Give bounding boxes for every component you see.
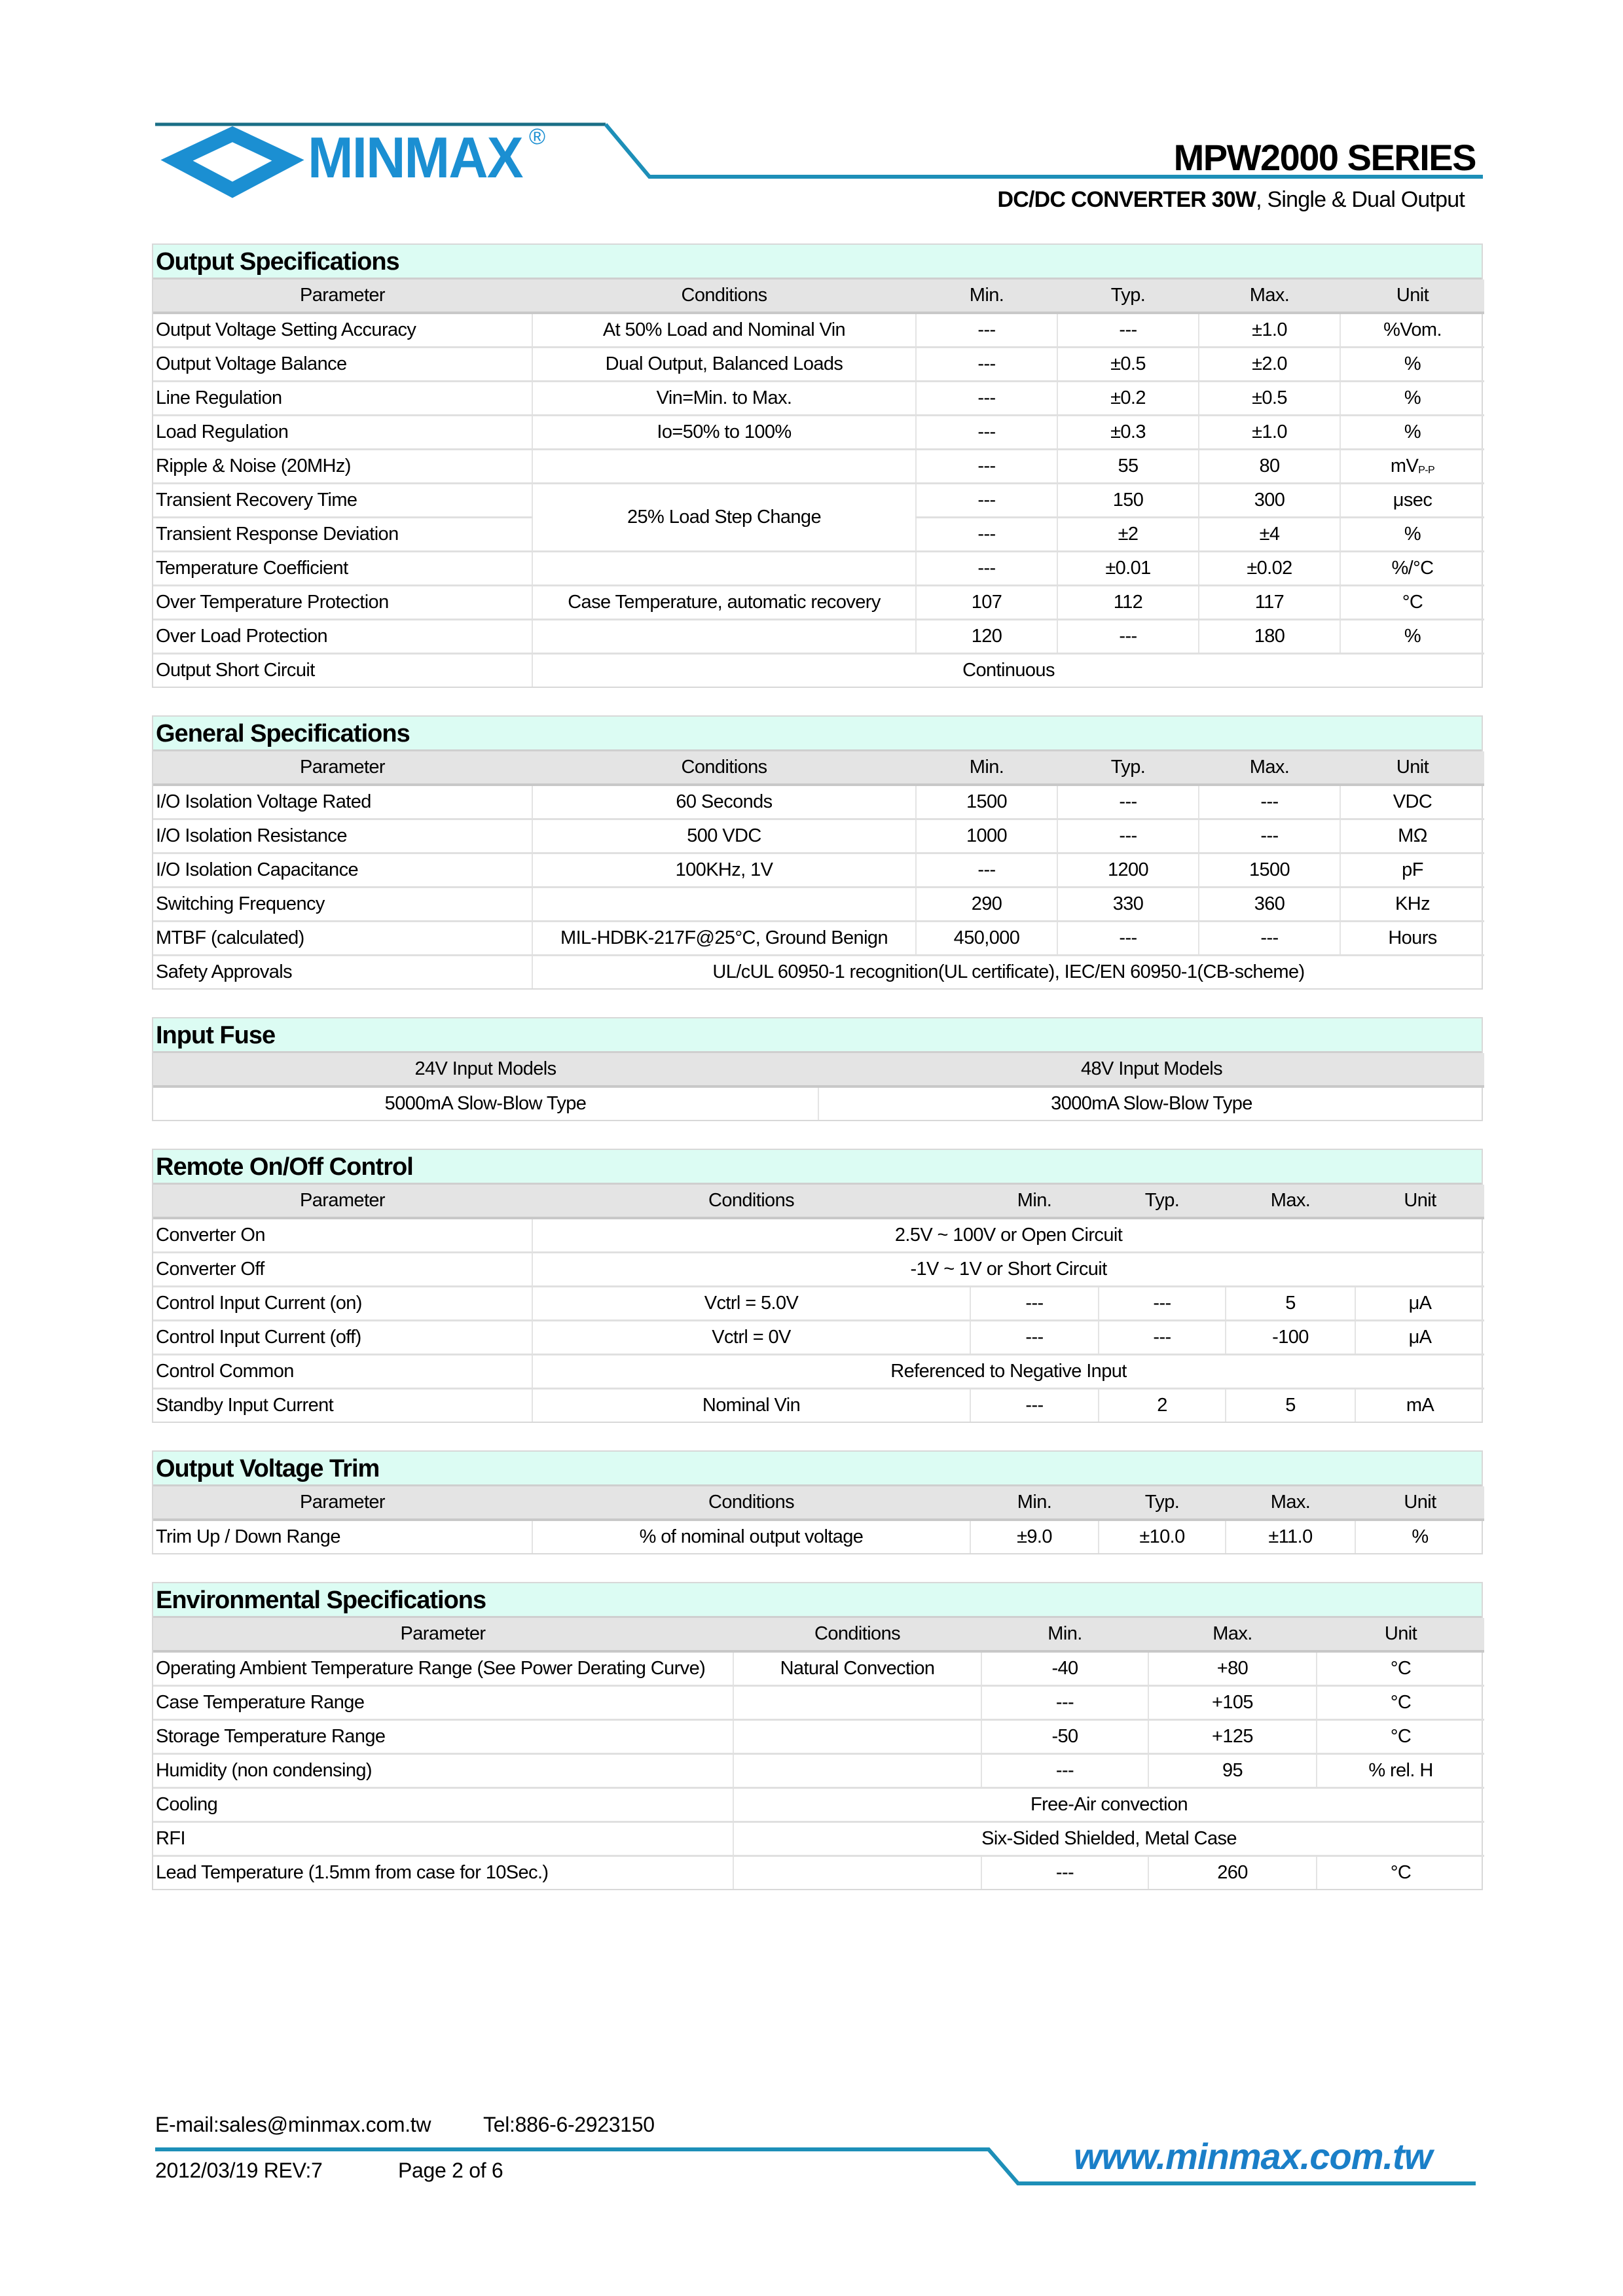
parameter-cell: Transient Response Deviation — [153, 518, 532, 552]
value-cell: Io=50% to 100% — [532, 416, 916, 450]
value-cell: KHz — [1340, 888, 1484, 922]
spec-table — [153, 1486, 1484, 1553]
table-row — [153, 586, 1484, 620]
parameter-cell: Transient Recovery Time — [153, 484, 532, 518]
section-output-specifications — [152, 243, 1483, 688]
column-header: Min. — [981, 1618, 1148, 1651]
cell-text: 2.5V ~ 100V or Open Circuit — [894, 1225, 1123, 1246]
value-cell: VDC — [1340, 785, 1484, 819]
section-environmental-specifications — [152, 1582, 1483, 1890]
value-cell: 55 — [1057, 450, 1199, 484]
table-row — [153, 484, 1484, 518]
column-header: Max. — [1226, 1486, 1355, 1520]
section-title: General Specifications — [153, 717, 1482, 751]
table-header-row — [153, 1185, 1484, 1218]
value-cell: MΩ — [1340, 819, 1484, 853]
value-cell: ±2.0 — [1199, 348, 1340, 382]
value-cell: --- — [1057, 819, 1199, 853]
section-title: Input Fuse — [153, 1018, 1482, 1053]
value-cell: +80 — [1148, 1651, 1317, 1686]
spec-table — [153, 1053, 1484, 1120]
value-cell: %/°C — [1340, 552, 1484, 586]
value-cell: -40 — [981, 1651, 1148, 1686]
footer-tel: Tel:886-6-2923150 — [483, 2113, 655, 2136]
value-cell: MIL-HDBK-217F@25°C, Ground Benign — [532, 922, 916, 956]
table-row — [153, 1822, 1484, 1856]
spec-table — [153, 279, 1484, 687]
subtitle — [997, 187, 1465, 213]
value-cell: Case Temperature, automatic recovery — [532, 586, 916, 620]
value-cell: ±0.2 — [1057, 382, 1199, 416]
table-row — [153, 1086, 1484, 1120]
parameter-cell: Output Voltage Balance — [153, 348, 532, 382]
column-header: Min. — [916, 751, 1057, 785]
parameter-cell: Output Short Circuit — [153, 654, 532, 687]
footer-email: E-mail:sales@minmax.com.tw — [155, 2113, 431, 2136]
section-title: Remote On/Off Control — [153, 1150, 1482, 1185]
table-row — [153, 313, 1484, 348]
cell-text: Referenced to Negative Input — [890, 1361, 1127, 1382]
parameter-cell: Switching Frequency — [153, 888, 532, 922]
value-cell: Nominal Vin — [532, 1389, 970, 1422]
subtitle-rest: , Single & Dual Output — [1256, 187, 1465, 212]
cell-text: Continuous — [962, 660, 1055, 681]
column-header: Unit — [1355, 1185, 1484, 1218]
spec-sections — [152, 243, 1483, 1918]
section-title: Environmental Specifications — [153, 1583, 1482, 1618]
value-cell — [733, 1856, 981, 1890]
value-cell: 100KHz, 1V — [532, 853, 916, 888]
table-row — [153, 888, 1484, 922]
value-cell — [733, 1754, 981, 1788]
value-cell: 1000 — [916, 819, 1057, 853]
value-cell: ±0.02 — [1199, 552, 1340, 586]
value-cell: pF — [1340, 853, 1484, 888]
value-cell: --- — [1099, 1287, 1226, 1321]
logo-text: MINMAX — [308, 125, 522, 190]
parameter-cell: Trim Up / Down Range — [153, 1520, 532, 1553]
column-header: Unit — [1340, 751, 1484, 785]
value-cell: ±0.5 — [1199, 382, 1340, 416]
value-cell: %Vom. — [1340, 313, 1484, 348]
value-cell — [733, 1720, 981, 1754]
value-cell: --- — [916, 313, 1057, 348]
series-title: MPW2000 SERIES — [1173, 137, 1476, 178]
value-cell: Vctrl = 0V — [532, 1321, 970, 1355]
section-input-fuse — [152, 1017, 1483, 1121]
column-header: Unit — [1355, 1486, 1484, 1520]
value-cell: % — [1340, 348, 1484, 382]
table-row — [153, 853, 1484, 888]
value-cell: % rel. H — [1317, 1754, 1484, 1788]
parameter-cell: Control Common — [153, 1355, 532, 1389]
column-header: Conditions — [532, 751, 916, 785]
value-cell: 300 — [1199, 484, 1340, 518]
value-cell: ±4 — [1199, 518, 1340, 552]
cell-text: mV — [1390, 456, 1419, 476]
table-row — [153, 1856, 1484, 1890]
value-cell — [532, 654, 1484, 687]
cell-text: Six-Sided Shielded, Metal Case — [981, 1828, 1237, 1849]
value-cell: +125 — [1148, 1720, 1317, 1754]
table-row — [153, 552, 1484, 586]
value-cell: --- — [970, 1287, 1099, 1321]
table-row — [153, 348, 1484, 382]
section-general-specifications — [152, 715, 1483, 990]
value-cell: --- — [916, 382, 1057, 416]
subtitle-bold: DC/DC CONVERTER 30W — [997, 187, 1256, 212]
value-cell — [532, 484, 916, 552]
table-header-row — [153, 751, 1484, 785]
table-row — [153, 1355, 1484, 1389]
value-cell: Vin=Min. to Max. — [532, 382, 916, 416]
value-cell — [532, 1218, 1484, 1253]
table-row — [153, 819, 1484, 853]
value-cell: At 50% Load and Nominal Vin — [532, 313, 916, 348]
parameter-cell: Safety Approvals — [153, 956, 532, 989]
value-cell: mA — [1406, 1395, 1434, 1416]
value-cell — [1340, 450, 1484, 484]
column-header: Parameter — [153, 751, 532, 785]
parameter-cell: Case Temperature Range — [153, 1686, 733, 1720]
parameter-cell: RFI — [153, 1822, 733, 1856]
table-row — [153, 1218, 1484, 1253]
value-cell: 1200 — [1057, 853, 1199, 888]
table-row — [153, 620, 1484, 654]
column-header: Min. — [970, 1486, 1099, 1520]
value-cell: 60 Seconds — [532, 785, 916, 819]
value-cell: --- — [916, 853, 1057, 888]
value-cell: ±0.3 — [1057, 416, 1199, 450]
parameter-cell: Standby Input Current — [153, 1389, 532, 1422]
table-row — [153, 1321, 1484, 1355]
value-cell: --- — [1099, 1321, 1226, 1355]
table-row — [153, 1720, 1484, 1754]
parameter-cell: Converter Off — [153, 1253, 532, 1287]
table-header-row — [153, 1618, 1484, 1651]
table-row — [153, 1253, 1484, 1287]
cell-subscript: P-P — [1418, 465, 1435, 476]
value-cell — [532, 1253, 1484, 1287]
table-row — [153, 1520, 1484, 1553]
value-cell: --- — [916, 484, 1057, 518]
value-cell: μA — [1355, 1287, 1484, 1321]
table-header-row — [153, 1486, 1484, 1520]
value-cell: °C — [1317, 1686, 1484, 1720]
footer-date-rev: 2012/03/19 REV:7 — [155, 2159, 323, 2182]
value-cell — [532, 956, 1484, 989]
column-header: Parameter — [153, 279, 532, 313]
parameter-cell: Line Regulation — [153, 382, 532, 416]
value-cell: 290 — [916, 888, 1057, 922]
cell-text: Free-Air convection — [1030, 1794, 1188, 1815]
column-header: 48V Input Models — [818, 1053, 1484, 1086]
parameter-cell: Lead Temperature (1.5mm from case for 10Sec.) — [153, 1856, 733, 1890]
value-cell: --- — [970, 1321, 1099, 1355]
value-cell: --- — [916, 416, 1057, 450]
parameter-cell: Operating Ambient Temperature Range (See Power Derating Curve) — [153, 1651, 733, 1686]
value-cell — [532, 552, 916, 586]
value-cell: Hours — [1340, 922, 1484, 956]
value-cell: Vctrl = 5.0V — [532, 1287, 970, 1321]
value-cell: --- — [1057, 922, 1199, 956]
value-cell: --- — [1199, 819, 1340, 853]
footer-website: www.minmax.com.tw — [1074, 2136, 1432, 2177]
value-cell: --- — [916, 518, 1057, 552]
parameter-cell: Temperature Coefficient — [153, 552, 532, 586]
column-header: Max. — [1226, 1185, 1355, 1218]
parameter-cell: Storage Temperature Range — [153, 1720, 733, 1754]
value-cell: 107 — [916, 586, 1057, 620]
parameter-cell: Output Voltage Setting Accuracy — [153, 313, 532, 348]
table-row — [153, 785, 1484, 819]
parameter-cell: Control Input Current (off) — [153, 1321, 532, 1355]
value-cell — [733, 1788, 1484, 1822]
value-cell: -50 — [981, 1720, 1148, 1754]
table-header-row — [153, 1053, 1484, 1086]
value-cell: --- — [916, 552, 1057, 586]
value-cell: Dual Output, Balanced Loads — [532, 348, 916, 382]
value-cell: °C — [1390, 1862, 1412, 1883]
value-cell: ±10.0 — [1099, 1520, 1226, 1553]
parameter-cell: Converter On — [153, 1218, 532, 1253]
column-header: 24V Input Models — [153, 1053, 818, 1086]
column-header: Unit — [1340, 279, 1484, 313]
value-cell: --- — [1057, 785, 1199, 819]
section-title: Output Voltage Trim — [153, 1452, 1482, 1486]
table-row — [153, 1788, 1484, 1822]
table-row — [153, 1287, 1484, 1321]
table-row — [153, 416, 1484, 450]
value-cell: ±2 — [1057, 518, 1199, 552]
column-header: Min. — [970, 1185, 1099, 1218]
parameter-cell: Control Input Current (on) — [153, 1287, 532, 1321]
table-row — [153, 956, 1484, 989]
table-row — [153, 1686, 1484, 1720]
value-cell: 5 — [1226, 1287, 1355, 1321]
value-cell: 120 — [916, 620, 1057, 654]
table-row — [153, 1651, 1484, 1686]
value-cell — [532, 1355, 1484, 1389]
value-cell: °C — [1317, 1651, 1484, 1686]
spec-table — [153, 1185, 1484, 1422]
value-cell: ±1.0 — [1199, 313, 1340, 348]
value-cell: 180 — [1199, 620, 1340, 654]
column-header: Conditions — [532, 1185, 970, 1218]
value-cell: °C — [1340, 586, 1484, 620]
column-header: Typ. — [1057, 279, 1199, 313]
value-cell: --- — [916, 348, 1057, 382]
section-remote-on-off-control — [152, 1149, 1483, 1423]
value-cell: % — [1340, 620, 1484, 654]
value-cell: % — [1340, 416, 1484, 450]
minmax-logo-icon — [177, 134, 288, 190]
value-cell: 450,000 — [916, 922, 1057, 956]
table-header-row — [153, 279, 1484, 313]
table-row — [153, 1389, 1484, 1422]
spec-table — [153, 751, 1484, 988]
parameter-cell: I/O Isolation Voltage Rated — [153, 785, 532, 819]
column-header: Typ. — [1099, 1185, 1226, 1218]
value-cell: % — [1412, 1526, 1429, 1547]
column-header: Parameter — [153, 1486, 532, 1520]
value-cell: % of nominal output voltage — [532, 1520, 970, 1553]
value-cell — [733, 1686, 981, 1720]
column-header: Max. — [1199, 279, 1340, 313]
value-cell: % — [1340, 518, 1484, 552]
parameter-cell: I/O Isolation Resistance — [153, 819, 532, 853]
value-cell: --- — [1199, 922, 1340, 956]
table-row — [153, 450, 1484, 484]
value-cell: ±1.0 — [1199, 416, 1340, 450]
column-header: Conditions — [532, 1486, 970, 1520]
table-row — [153, 382, 1484, 416]
value-cell: 95 — [1148, 1754, 1317, 1788]
column-header: Conditions — [532, 279, 916, 313]
value-cell — [733, 1822, 1484, 1856]
value-cell: --- — [981, 1856, 1148, 1890]
column-header: Typ. — [1057, 751, 1199, 785]
value-cell: 80 — [1199, 450, 1340, 484]
value-cell: --- — [1199, 785, 1340, 819]
value-cell — [532, 450, 916, 484]
value-cell: ±9.0 — [970, 1520, 1099, 1553]
value-cell: 117 — [1199, 586, 1340, 620]
parameter-cell: Load Regulation — [153, 416, 532, 450]
value-cell: μsec — [1340, 484, 1484, 518]
value-cell: --- — [1057, 620, 1199, 654]
value-cell: 330 — [1057, 888, 1199, 922]
table-row — [153, 654, 1484, 687]
value-cell: 150 — [1057, 484, 1199, 518]
value-cell: 500 VDC — [532, 819, 916, 853]
value-cell: 260 — [1148, 1856, 1317, 1890]
column-header: Max. — [1148, 1618, 1317, 1651]
parameter-cell: Humidity (non condensing) — [153, 1754, 733, 1788]
value-cell: % — [1340, 382, 1484, 416]
value-cell — [532, 888, 916, 922]
section-output-voltage-trim — [152, 1450, 1483, 1554]
column-header: Min. — [916, 279, 1057, 313]
value-cell: 1500 — [916, 785, 1057, 819]
parameter-cell: Over Temperature Protection — [153, 586, 532, 620]
parameter-cell: I/O Isolation Capacitance — [153, 853, 532, 888]
column-header: Parameter — [153, 1618, 733, 1651]
column-header: Conditions — [733, 1618, 981, 1651]
section-title: Output Specifications — [153, 245, 1482, 279]
value-cell: ±0.5 — [1057, 348, 1199, 382]
column-header: Parameter — [153, 1185, 532, 1218]
column-header: Max. — [1199, 751, 1340, 785]
cell-text: 25% Load Step Change — [627, 507, 821, 528]
parameter-cell: Cooling — [153, 1788, 733, 1822]
cell-text: UL/cUL 60950-1 recognition(UL certificate), IEC/EN 60950-1(CB-scheme) — [712, 961, 1305, 982]
value-cell: 5 — [1226, 1389, 1355, 1422]
value-cell: 3000mA Slow-Blow Type — [1051, 1093, 1252, 1114]
footer-page-number: Page 2 of 6 — [398, 2159, 503, 2182]
value-cell — [532, 620, 916, 654]
value-cell: --- — [916, 450, 1057, 484]
registered-mark: ® — [529, 124, 546, 149]
value-cell: 2 — [1099, 1389, 1226, 1422]
column-header: Typ. — [1099, 1486, 1226, 1520]
value-cell: ±0.01 — [1057, 552, 1199, 586]
value-cell: °C — [1317, 1720, 1484, 1754]
value-cell: -100 — [1226, 1321, 1355, 1355]
value-cell: +105 — [1148, 1686, 1317, 1720]
table-row — [153, 1754, 1484, 1788]
value-cell: --- — [1057, 313, 1199, 348]
value-cell: 112 — [1057, 586, 1199, 620]
parameter-cell: Over Load Protection — [153, 620, 532, 654]
column-header: Unit — [1317, 1618, 1484, 1651]
value-cell: μA — [1355, 1321, 1484, 1355]
value-cell: 1500 — [1199, 853, 1340, 888]
value-cell: --- — [970, 1389, 1099, 1422]
value-cell: --- — [981, 1754, 1148, 1788]
value-cell: ±11.0 — [1226, 1520, 1355, 1553]
spec-table — [153, 1618, 1484, 1889]
value-cell: 360 — [1199, 888, 1340, 922]
value-cell: Natural Convection — [733, 1651, 981, 1686]
table-row — [153, 922, 1484, 956]
cell-text: -1V ~ 1V or Short Circuit — [910, 1259, 1107, 1280]
parameter-cell: MTBF (calculated) — [153, 922, 532, 956]
value-cell: 5000mA Slow-Blow Type — [153, 1086, 818, 1120]
value-cell: --- — [981, 1686, 1148, 1720]
parameter-cell: Ripple & Noise (20MHz) — [153, 450, 532, 484]
